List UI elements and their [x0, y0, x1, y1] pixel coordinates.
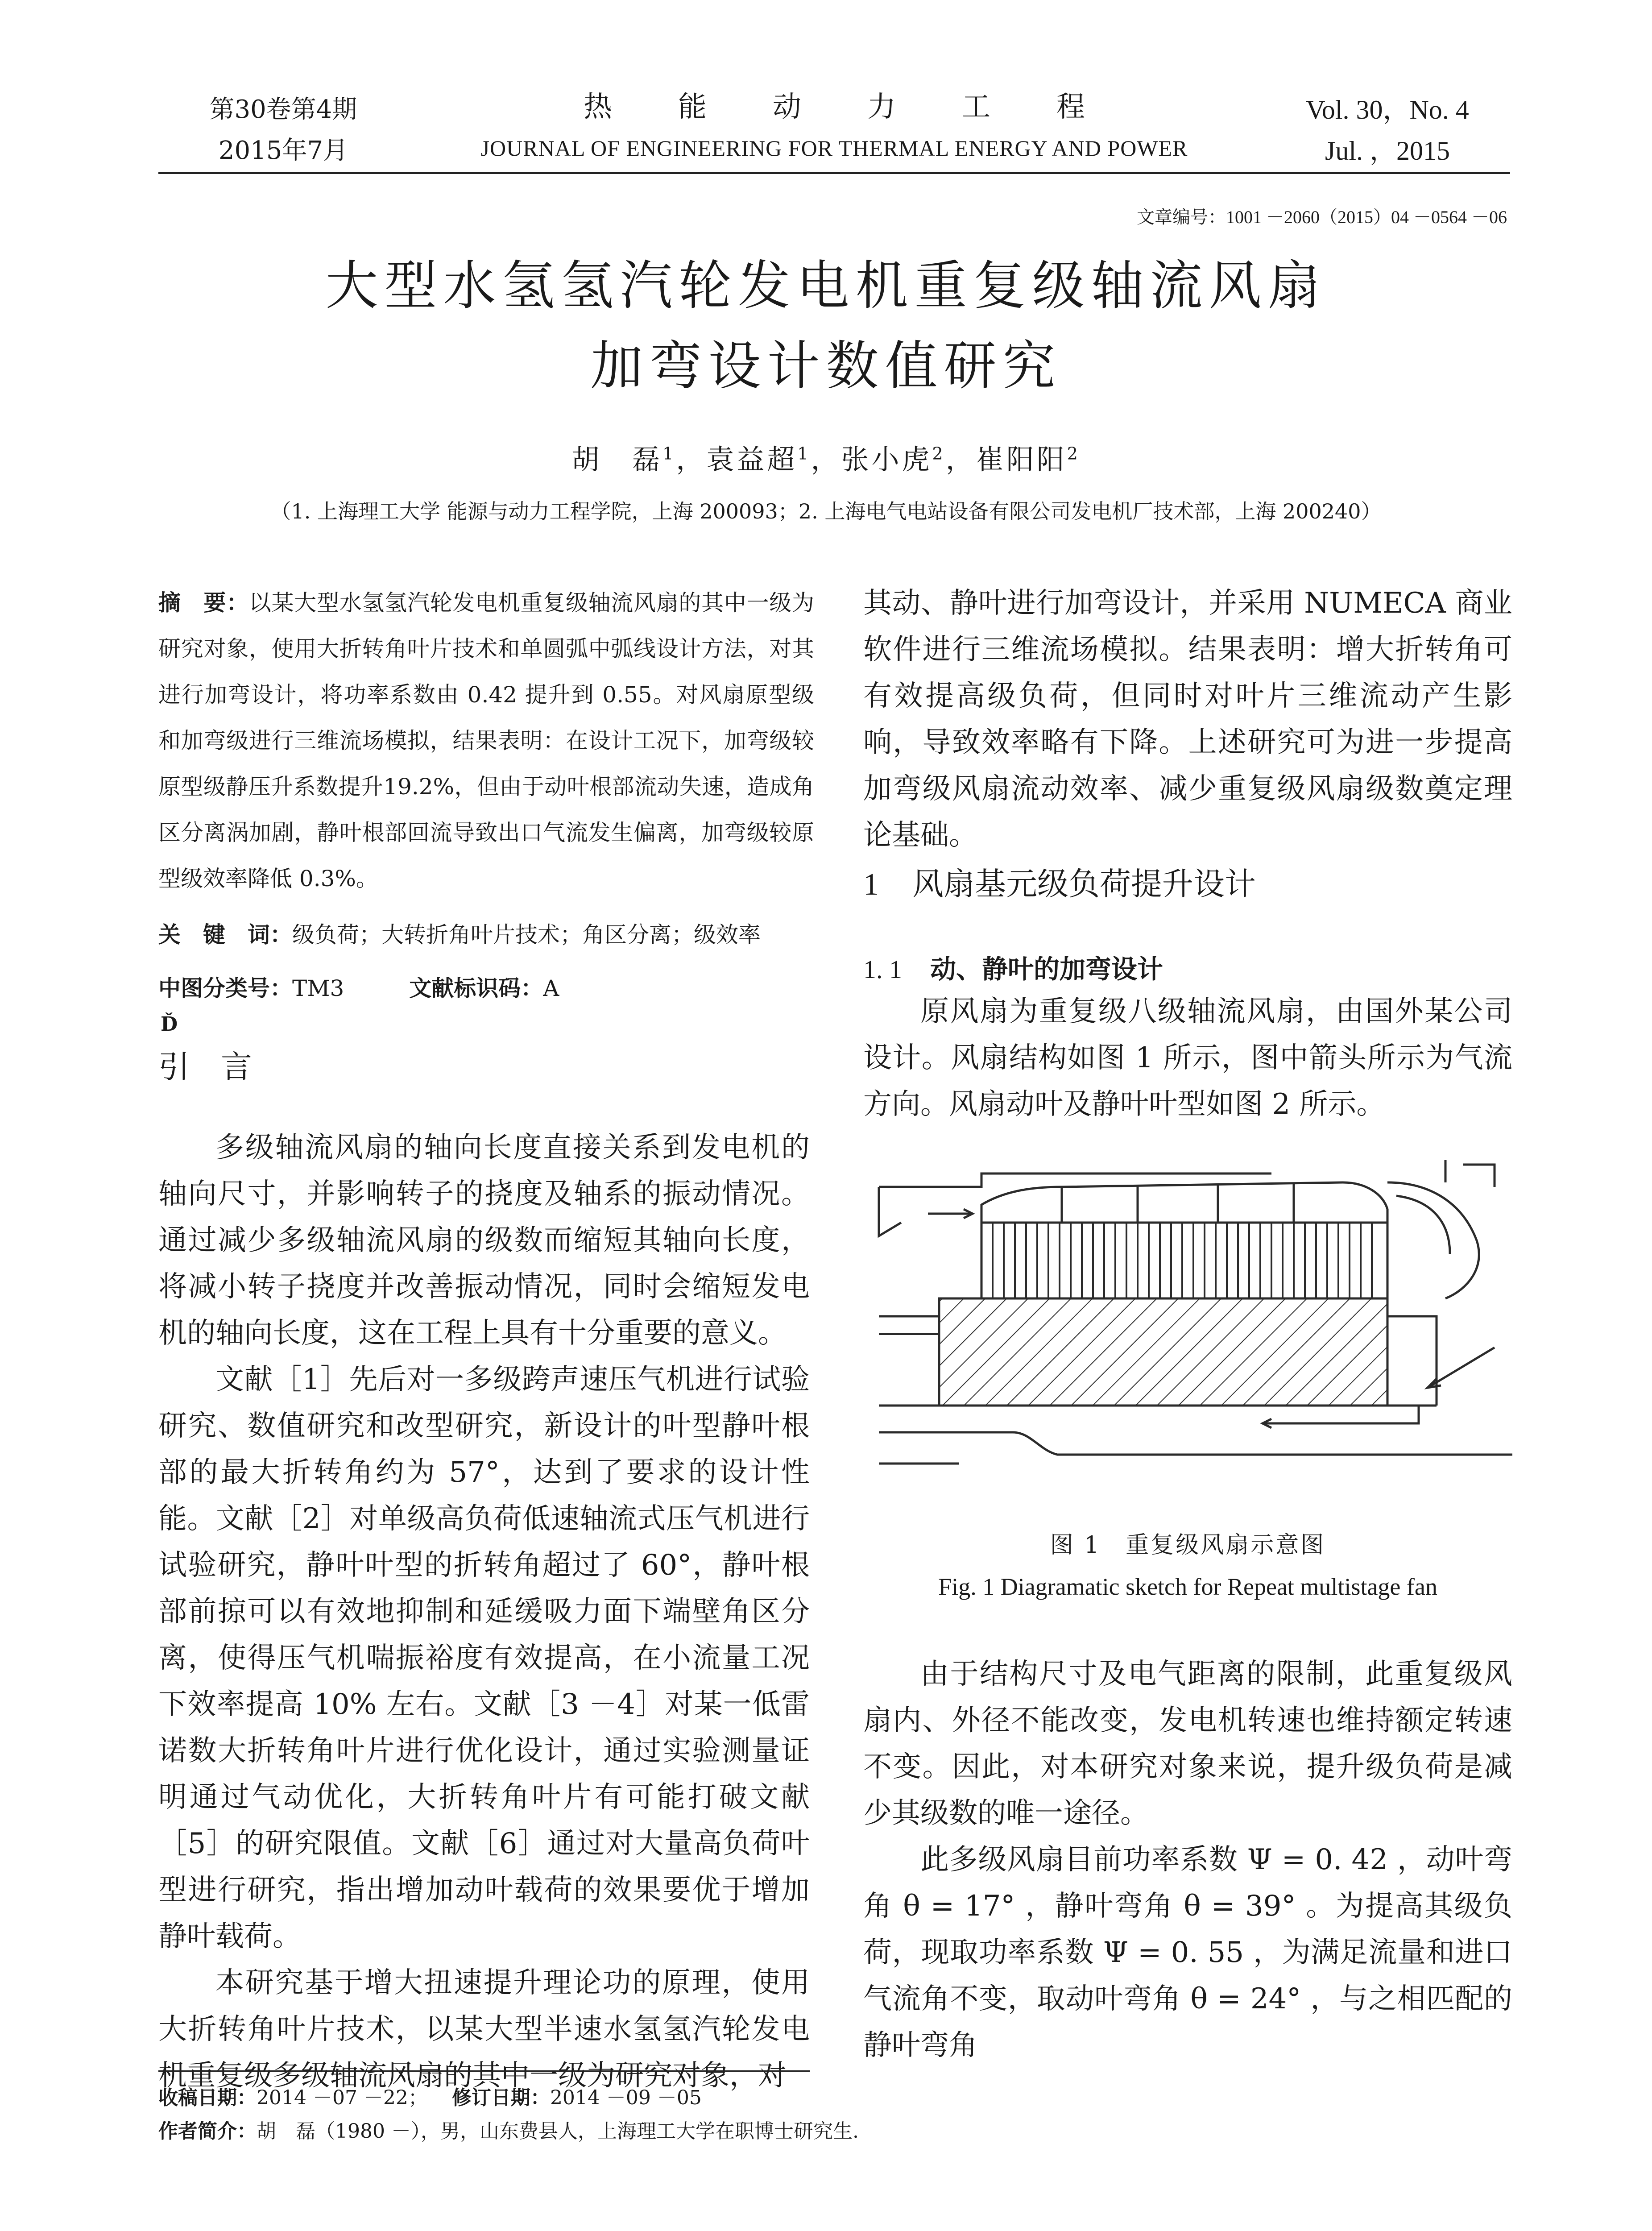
- intro-paragraph-1: 多级轴流风扇的轴向长度直接关系到发电机的轴向尺寸，并影响转子的挠度及轴系的振动情况。通过减少多级轴流风扇的级数而缩短其轴向长度，将减小转子挠度并改善振动情况，同时会缩短发电机的轴向长度，这在工程上具有十分重要的意义。: [158, 1131, 810, 1350]
- date-line: 2015年7月: [218, 136, 348, 165]
- section-1-number: 1: [863, 867, 879, 902]
- keywords-text: 级负荷；大转折角叶片技术；角区分离；级效率: [292, 922, 761, 948]
- section-marker: Ď: [161, 1013, 178, 1036]
- right-paragraph-1: 由于结构尺寸及电气距离的限制，此重复级风扇内、外径不能改变，发电机转速也维持额定转速不变。因此，对本研究对象来说，提升级负荷是减少其级数的唯一途径。: [863, 1658, 1512, 1830]
- intro-paragraph-2: 文献［1］先后对一多级跨声速压气机进行试验研究、数值研究和改型研究，新设计的叶型静叶根部的最大折转角约为 57°，达到了要求的设计性能。文献［2］对单级高负荷低速轴流式压气机进行试验研究，静叶叶型的折转角超过了 60°，静叶根部前掠可以有效地抑制和延缓吸力面下端壁角区分离，使得压气机喘振裕度有效提高，在小流量工况下效率提高 10% 左右。文献［3 －4］对某一低雷诺数大折转角叶片进行优化设计，通过实验测量证明通过气动优化，大折转角叶片有可能打破文献［5］的研究限值。文献［6］通过对大量高负荷叶型进行研究，指出增加动叶载荷的效果要优于增加静叶载荷。: [158, 1363, 810, 1953]
- article-number: 文章编号：1001 －2060（2015）04 －0564 －06: [1137, 207, 1507, 227]
- journal-name-en: JOURNAL OF ENGINEERING FOR THERMAL ENERGY AND POWER: [480, 136, 1188, 161]
- subsection-1-1-paragraph: 原风扇为重复级八级轴流风扇，由国外某公司设计。风扇结构如图 1 所示，图中箭头所示为气流方向。风扇动叶及静叶叶型如图 2 所示。: [863, 995, 1512, 1121]
- subsection-1-1-title: 动、静叶的加弯设计: [930, 954, 1163, 984]
- right-paragraph-2: 此多级风扇目前功率系数 Ψ = 0. 42 ，动叶弯角 θ = 17° ，静叶弯角 θ = 39° 。为提高其级负荷，现取功率系数 Ψ = 0. 55 ，为满足流量和进口气流角不变，取动叶弯角 θ = 24° ，与之相匹配的静叶弯角: [863, 1843, 1512, 2062]
- classification: [158, 970, 819, 1003]
- author-4: ，崔阳阳: [945, 443, 1067, 476]
- volume-line: 第30卷第4期: [209, 95, 357, 124]
- clc-label: 中图分类号：: [158, 975, 292, 1001]
- abstract: [158, 580, 814, 902]
- bio-label: 作者简介：: [158, 2120, 257, 2143]
- section-heading-1: [863, 859, 1512, 904]
- section-heading-intro: 引 言: [158, 1049, 252, 1085]
- clc-value: TM3: [292, 975, 344, 1001]
- header-rule: [158, 172, 1510, 174]
- author-2: ，袁益超: [676, 443, 798, 476]
- author-2-affil: 1: [797, 444, 811, 464]
- author-bio: [158, 2115, 1497, 2144]
- author-3-affil: 2: [932, 444, 946, 464]
- section-1-title: 风扇基元级负荷提升设计: [912, 866, 1256, 902]
- footnote-rule: [158, 2070, 810, 2072]
- date-line-en: Jul. ，2015: [1325, 136, 1450, 166]
- intro-body: [158, 1124, 810, 2099]
- received-label: 收稿日期：: [158, 2086, 257, 2109]
- received-dates: [158, 2082, 1497, 2110]
- author-list: [134, 437, 1518, 477]
- doc-code-value: A: [543, 975, 559, 1001]
- author-1-affil: 1: [662, 444, 676, 464]
- affiliation: （1. 上海理工大学 能源与动力工程学院，上海 200093；2. 上海电气电站设备有限公司发电机厂技术部，上海 200240）: [270, 499, 1382, 523]
- abstract-label: 摘 要：: [158, 590, 249, 616]
- doc-code-label: 文献标识码：: [409, 975, 543, 1001]
- title-line-2: 加弯设计数值研究: [590, 335, 1062, 397]
- figure-1-caption-en: Fig. 1 Diagramatic sketch for Repeat multistage fan: [938, 1573, 1437, 1600]
- subsection-1-1-number: 1. 1: [863, 955, 902, 984]
- subsection-heading-1-1: [863, 948, 1512, 986]
- revised-label: 修订日期：: [451, 2086, 550, 2109]
- keywords-label: 关 键 词：: [158, 922, 292, 948]
- author-4-affil: 2: [1067, 444, 1081, 464]
- title-line-1: 大型水氢氢汽轮发电机重复级轴流风扇: [325, 255, 1327, 316]
- volume-line-en: Vol. 30，No. 4: [1306, 95, 1469, 124]
- abstract-continuation: [863, 580, 1512, 858]
- right-column-body: [863, 1651, 1512, 2069]
- journal-name: [464, 85, 1205, 167]
- bio-text: 胡 磊（1980 －），男，山东费县人，上海理工大学在职博士研究生.: [257, 2120, 859, 2143]
- journal-volume-en: [1294, 89, 1481, 171]
- keywords: [158, 917, 819, 949]
- figure-1-caption-cn: 图 1 重复级风扇示意图: [1050, 1532, 1326, 1559]
- revised-date: 2014 －09 －05: [550, 2086, 702, 2109]
- received-date: 2014 －07 －22；: [257, 2086, 428, 2109]
- author-1: 胡 磊: [571, 443, 663, 476]
- abstract-cont-text: 其动、静叶进行加弯设计，并采用 NUMECA 商业软件进行三维流场模拟。结果表明：增大折转角可有效提高级负荷，但同时对叶片三维流动产生影响，导致效率略有下降。上述研究可为进一步提高加弯级风扇流动效率、减少重复级风扇级数奠定理论基础。: [863, 587, 1512, 852]
- subsection-1-1-body: [863, 988, 1512, 1128]
- figure-1-fan-sketch: [870, 1156, 1512, 1504]
- journal-volume-issue: [181, 89, 386, 171]
- abstract-text: 以某大型水氢氢汽轮发电机重复级轴流风扇的其中一级为研究对象，使用大折转角叶片技术和单圆弧中弧线设计方法，对其进行加弯设计，将功率系数由 0.42 提升到 0.55。对风扇原型级和加弯级进行三维流场模拟，结果表明：在设计工况下，加弯级较原型级静压升系数提升19.2%，但由于动叶根部流动失速，造成角区分离涡加剧，静叶根部回流导致出口气流发生偏离，加弯级较原型级效率降低 0.3%。: [158, 590, 815, 892]
- author-3: ，张小虎: [811, 443, 932, 476]
- intro-paragraph-3: 本研究基于增大扭速提升理论功的原理，使用大折转角叶片技术，以某大型半速水氢氢汽轮发电机重复级多级轴流风扇的其中一级为研究对象，对: [158, 1966, 810, 2092]
- journal-name-cn: 热能动力工程: [584, 91, 1151, 124]
